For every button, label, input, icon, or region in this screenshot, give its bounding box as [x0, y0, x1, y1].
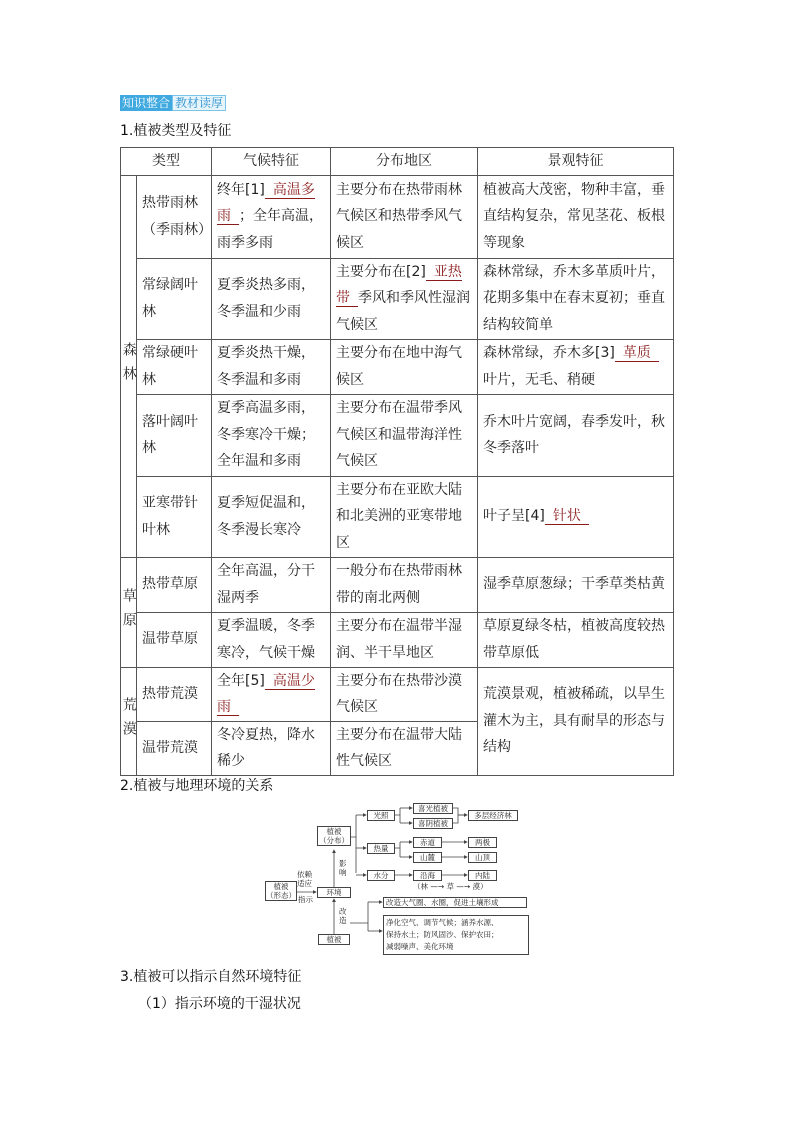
cell-text: 夏季炎热干燥，冬季温和多雨 — [217, 345, 315, 388]
cell-text: 夏季温暖，冬季寒冷，气候干燥 — [217, 618, 315, 661]
cell-text: 夏季短促温和，冬季漫长寒冷 — [217, 495, 315, 538]
distribution-cell — [331, 612, 478, 667]
table-header-row — [121, 148, 674, 176]
landscape-cell — [478, 667, 674, 775]
vegetation-environment-diagram — [260, 795, 530, 955]
box-water: 水分 — [367, 870, 395, 881]
cell-text: 主要分布在热带沙漠气候区 — [336, 672, 462, 715]
climate-cell — [212, 175, 331, 258]
vegetation-type: 温带荒漠 — [137, 721, 212, 775]
climate-cell — [212, 476, 331, 557]
box-foothill: 山麓 — [413, 852, 442, 863]
cell-text: 终年[1] — [217, 181, 265, 198]
cell-text: 季风和季风性湿润气候区 — [336, 290, 470, 333]
label-influence: 影 响 — [339, 859, 347, 877]
cell-text: 森林常绿，乔木多革质叶片，花期多集中在春末夏初；垂直结构较简单 — [483, 263, 665, 333]
vegetation-table — [120, 147, 674, 776]
cell-text: 草原夏绿冬枯，植被高度较热带草原低 — [483, 618, 665, 661]
cell-text: 夏季炎热多雨，冬季温和少雨 — [217, 277, 315, 320]
cell-text: 湿季草原葱绿；干季草类枯黄 — [483, 576, 665, 593]
box-heat: 热量 — [367, 843, 395, 854]
table-row — [121, 476, 674, 557]
cell-text: 一般分布在热带雨林带的南北两侧 — [336, 563, 462, 606]
climate-cell — [212, 721, 331, 775]
header-landscape: 景观特征 — [478, 148, 674, 176]
cell-text: 主要分布在亚欧大陆和北美洲的亚寒带地区 — [336, 481, 462, 551]
distribution-cell — [331, 175, 478, 258]
table-row — [121, 667, 674, 721]
cell-text: 植被高大茂密，物种丰富，垂直结构复杂，常见茎花、板根等现象 — [483, 181, 665, 251]
box-shade-plants: 喜阴植被 — [413, 818, 453, 829]
badge-knowledge: 知识整合 — [122, 96, 171, 110]
heading-3: 3.植被可以指示自然环境特征 — [120, 969, 302, 985]
label-transform: 改 造 — [339, 907, 347, 925]
cell-text: 全年高温，分干湿两季 — [217, 563, 315, 606]
distribution-cell — [331, 721, 478, 775]
table-row — [121, 557, 674, 612]
vegetation-type: 热带荒漠 — [137, 667, 212, 721]
header-type: 类型 — [121, 148, 212, 176]
distribution-cell — [331, 258, 478, 339]
climate-cell — [212, 667, 331, 721]
answer-blank: 高温多雨 — [217, 181, 315, 225]
cell-text: 主要分布在[2] — [336, 263, 426, 280]
box-text: 植被 （形态） — [266, 882, 296, 900]
cell-text: ；全年高温，雨季多雨 — [217, 208, 323, 251]
distribution-cell — [331, 667, 478, 721]
landscape-cell — [478, 258, 674, 339]
cell-text: 乔木叶片宽阔，春季发叶，秋冬季落叶 — [483, 413, 665, 456]
heading-1: 1.植被类型及特征 — [120, 123, 232, 139]
badge-textbook: 教材读厚 — [172, 95, 226, 111]
climate-cell — [212, 258, 331, 339]
box-veg-bottom: 植被 — [318, 934, 350, 945]
cell-text: 叶子呈[4] — [483, 508, 545, 525]
distribution-cell — [331, 476, 478, 557]
section-badge — [120, 95, 226, 111]
box-sun-plants: 喜光植被 — [413, 803, 453, 814]
cell-text: 森林常绿，乔木多[3] — [483, 345, 615, 361]
box-poles: 两极 — [468, 837, 497, 848]
cell-text: 叶片，无毛、稍硬 — [483, 371, 595, 388]
cell-text: 全年[5] — [217, 672, 265, 689]
vegetation-type: 热带雨林（季雨林） — [137, 175, 212, 258]
distribution-cell — [331, 557, 478, 612]
climate-cell — [212, 394, 331, 476]
table-row — [121, 258, 674, 339]
box-light: 光照 — [367, 810, 395, 821]
label-sequence: （林 —→ 草 —→ 漠） — [413, 882, 488, 891]
answer-blank: 针状 — [545, 508, 589, 525]
cell-text: 主要分布在地中海气候区 — [336, 345, 462, 388]
label-indicate: 指示 — [298, 895, 313, 904]
cell-text: 主要分布在温带季风气候区和温带海洋性气候区 — [336, 400, 462, 470]
table-row — [121, 175, 674, 258]
vegetation-type: 常绿硬叶林 — [137, 339, 212, 394]
vegetation-type: 落叶阔叶林 — [137, 394, 212, 476]
box-inland: 内陆 — [468, 870, 497, 881]
cell-text: 夏季高温多雨，冬季寒冷干燥；全年温和多雨 — [217, 400, 315, 470]
header-distribution: 分布地区 — [331, 148, 478, 176]
climate-cell — [212, 339, 331, 394]
distribution-cell — [331, 339, 478, 394]
group-label: 森林 — [121, 175, 137, 557]
vegetation-type: 常绿阔叶林 — [137, 258, 212, 339]
cell-text: 主要分布在热带雨林气候区和热带季风气候区 — [336, 181, 462, 251]
answer-blank: 高温少雨 — [217, 672, 315, 715]
landscape-cell — [478, 175, 674, 258]
box-coast: 沿海 — [413, 870, 442, 881]
box-summit: 山顶 — [468, 852, 497, 863]
cell-text: 主要分布在温带大陆性气候区 — [336, 726, 462, 769]
landscape-cell — [478, 476, 674, 557]
box-veg-distribution: 植被 （分布） — [319, 827, 349, 845]
box-effect-1: 改造大气圈、水圈，促进土壤形成 — [383, 897, 527, 908]
label-depend: 依赖 适应 — [297, 870, 312, 888]
vegetation-type: 温带草原 — [137, 612, 212, 667]
landscape-cell — [478, 394, 674, 476]
group-label: 荒漠 — [121, 667, 137, 775]
table-row — [121, 394, 674, 476]
heading-2: 2.植被与地理环境的关系 — [120, 778, 274, 794]
climate-cell — [212, 557, 331, 612]
group-label: 草原 — [121, 557, 137, 667]
landscape-cell — [478, 339, 674, 394]
table-row — [121, 612, 674, 667]
header-climate: 气候特征 — [212, 148, 331, 176]
vegetation-type: 亚寒带针叶林 — [137, 476, 212, 557]
cell-text: 主要分布在温带半湿润、半干旱地区 — [336, 618, 462, 661]
heading-3-1: （1）指示环境的干湿状况 — [138, 996, 301, 1012]
box-veg-form — [265, 881, 297, 901]
table-row — [121, 339, 674, 394]
box-equator: 赤道 — [413, 837, 442, 848]
distribution-cell — [331, 394, 478, 476]
vegetation-type: 热带草原 — [137, 557, 212, 612]
cell-text: 荒漠景观，植被稀疏，以旱生灌木为主，具有耐旱的形态与结构 — [483, 686, 665, 756]
landscape-cell — [478, 612, 674, 667]
box-effect-2: 净化空气、调节气候；涵养水源、 保持水土；防风固沙、保护农田； 减弱噪声、美化环境 — [383, 915, 529, 955]
cell-text: 冬冷夏热，降水稀少 — [217, 726, 315, 769]
climate-cell — [212, 612, 331, 667]
box-forest: 多层经济林 — [468, 810, 518, 821]
answer-blank: 革质 — [615, 345, 659, 362]
box-environment: 环境 — [317, 887, 351, 898]
answer-blank: 亚热带 — [336, 263, 462, 307]
landscape-cell — [478, 557, 674, 612]
